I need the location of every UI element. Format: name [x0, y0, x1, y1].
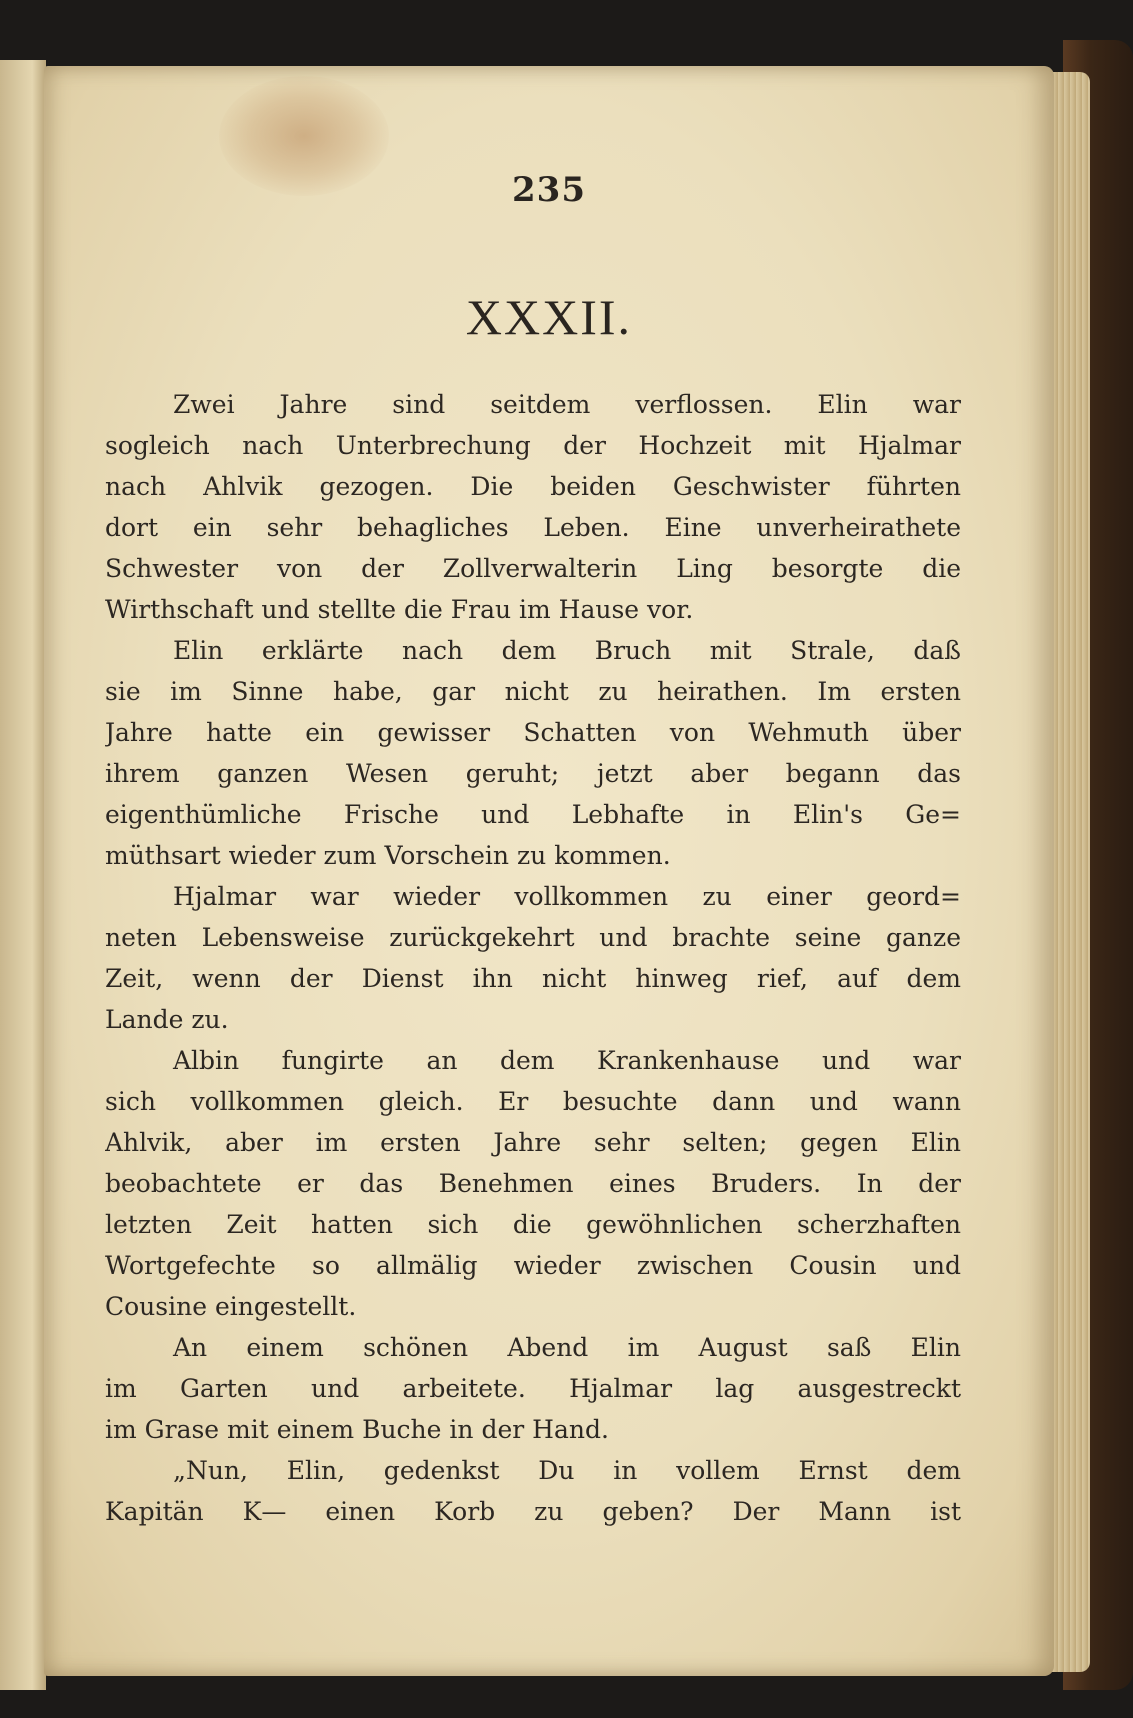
- text-line: sich vollkommen gleich. Er besuchte dann und wann: [105, 1087, 961, 1116]
- text-line: nach Ahlvik gezogen. Die beiden Geschwister führten: [105, 472, 961, 501]
- text-line: sogleich nach Unterbrechung der Hochzeit mit Hjalmar: [105, 431, 961, 460]
- text-line: Wortgefechte so allmälig wieder zwischen Cousin und: [105, 1251, 961, 1280]
- text-line: Lande zu.: [105, 1005, 229, 1034]
- text-line: neten Lebensweise zurückgekehrt und brachte seine ganze: [105, 923, 961, 952]
- text-line: Albin fungirte an dem Krankenhause und war: [173, 1046, 961, 1075]
- text-line: dort ein sehr behagliches Leben. Eine unverheirathete: [105, 513, 961, 542]
- text-line: Zeit, wenn der Dienst ihn nicht hinweg rief, auf dem: [105, 964, 961, 993]
- text-line: Cousine eingestellt.: [105, 1292, 357, 1321]
- body-text: [105, 384, 961, 1532]
- text-line: letzten Zeit hatten sich die gewöhnlichen scherzhaften: [105, 1210, 961, 1239]
- text-line: An einem schönen Abend im August saß Elin: [173, 1333, 961, 1362]
- chapter-title: XXXII.: [465, 289, 633, 345]
- text-line: Zwei Jahre sind seitdem verflossen. Elin war: [173, 390, 961, 419]
- text-line: beobachtete er das Benehmen eines Bruders. In der: [105, 1169, 961, 1198]
- previous-page-edge: [0, 60, 46, 1690]
- text-line: eigenthümliche Frische und Lebhafte in Elin's Ge=: [105, 800, 961, 829]
- text-line: Ahlvik, aber im ersten Jahre sehr selten; gegen Elin: [105, 1128, 961, 1157]
- text-line: sie im Sinne habe, gar nicht zu heirathen. Im ersten: [105, 677, 961, 706]
- text-line: Schwester von der Zollverwalterin Ling besorgte die: [105, 554, 961, 583]
- text-line: müthsart wieder zum Vorschein zu kommen.: [105, 841, 671, 870]
- text-line: Hjalmar war wieder vollkommen zu einer geord=: [173, 882, 961, 911]
- text-line: Jahre hatte ein gewisser Schatten von Wehmuth über: [105, 718, 961, 747]
- text-line: im Garten und arbeitete. Hjalmar lag ausgestreckt: [105, 1374, 961, 1403]
- text-line: ihrem ganzen Wesen geruht; jetzt aber begann das: [105, 759, 961, 788]
- text-line: Kapitän K— einen Korb zu geben? Der Mann ist: [105, 1497, 961, 1526]
- text-line: Wirthschaft und stellte die Frau im Hause vor.: [105, 595, 694, 624]
- text-line: im Grase mit einem Buche in der Hand.: [105, 1415, 609, 1444]
- text-line: „Nun, Elin, gedenkst Du in vollem Ernst dem: [173, 1456, 961, 1485]
- page-number: 235: [512, 170, 586, 210]
- text-line: Elin erklärte nach dem Bruch mit Strale, daß: [173, 636, 961, 665]
- book-page: [44, 66, 1054, 1676]
